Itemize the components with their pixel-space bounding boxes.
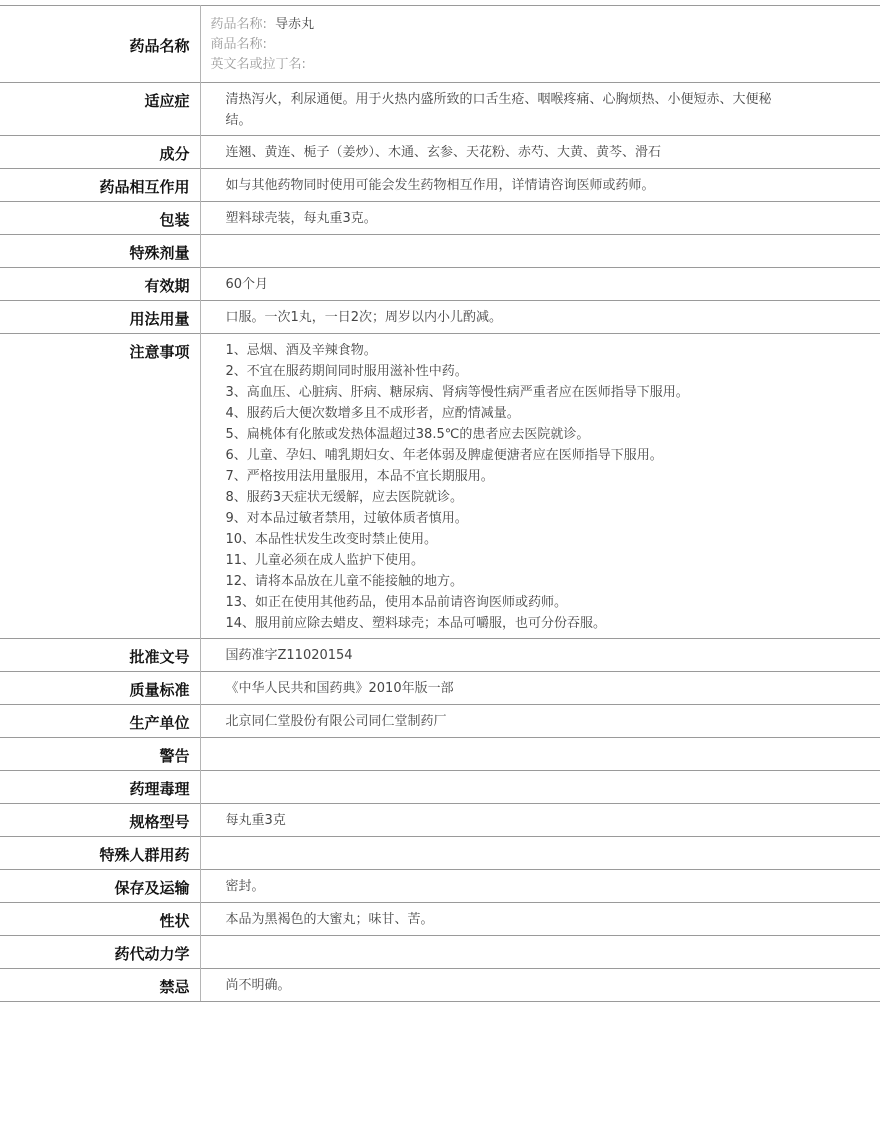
value-contraindications: 尚不明确。 bbox=[200, 969, 880, 1002]
row-usage bbox=[0, 301, 880, 334]
value-standard: 《中华人民共和国药典》2010年版一部 bbox=[200, 672, 880, 705]
label-pharmacology: 药理毒理 bbox=[0, 771, 200, 804]
row-package bbox=[0, 202, 880, 235]
label-precautions: 注意事项 bbox=[0, 334, 200, 639]
value-ingredients: 连翘、黄连、栀子（姜炒）、木通、玄参、天花粉、赤芍、大黄、黄芩、滑石 bbox=[200, 136, 880, 169]
value-spec: 每丸重3克 bbox=[200, 804, 880, 837]
drug-info-table bbox=[0, 5, 880, 1002]
value-warning bbox=[200, 738, 880, 771]
label-special-population: 特殊人群用药 bbox=[0, 837, 200, 870]
row-interactions bbox=[0, 169, 880, 202]
precaution-item: 3、高血压、心脏病、肝病、糖尿病、肾病等慢性病严重者应在医师指导下服用。 bbox=[225, 385, 689, 400]
row-warning bbox=[0, 738, 880, 771]
row-special-dose bbox=[0, 235, 880, 268]
label-usage: 用法用量 bbox=[0, 301, 200, 334]
row-validity bbox=[0, 268, 880, 301]
row-spec bbox=[0, 804, 880, 837]
row-special-population bbox=[0, 837, 880, 870]
row-storage bbox=[0, 870, 880, 903]
label-manufacturer: 生产单位 bbox=[0, 705, 200, 738]
label-indications: 适应症 bbox=[0, 83, 200, 136]
label-pharmacokinetics: 药代动力学 bbox=[0, 936, 200, 969]
precaution-item: 7、严格按用法用量服用，本品不宜长期服用。 bbox=[225, 469, 494, 484]
label-package: 包装 bbox=[0, 202, 200, 235]
value-package: 塑料球壳装，每丸重3克。 bbox=[200, 202, 880, 235]
row-drug-name bbox=[0, 6, 880, 83]
row-ingredients bbox=[0, 136, 880, 169]
trade-name-label: 商品名称: bbox=[210, 37, 267, 52]
label-ingredients: 成分 bbox=[0, 136, 200, 169]
precautions-list bbox=[226, 340, 791, 634]
precaution-item: 11、儿童必须在成人监护下使用。 bbox=[225, 553, 425, 568]
precaution-item: 4、服药后大便次数增多且不成形者，应酌情减量。 bbox=[225, 406, 520, 421]
row-pharmacology bbox=[0, 771, 880, 804]
value-approval: 国药准字Z11020154 bbox=[200, 639, 880, 672]
value-interactions: 如与其他药物同时使用可能会发生药物相互作用，详情请咨询医师或药师。 bbox=[200, 169, 880, 202]
label-interactions: 药品相互作用 bbox=[0, 169, 200, 202]
value-pharmacology bbox=[200, 771, 880, 804]
english-name-label: 英文名或拉丁名: bbox=[210, 57, 306, 72]
generic-name-value: 导赤丸 bbox=[275, 17, 315, 32]
label-contraindications: 禁忌 bbox=[0, 969, 200, 1002]
value-usage: 口服。一次1丸，一日2次；周岁以内小儿酌减。 bbox=[200, 301, 880, 334]
precaution-item: 9、对本品过敏者禁用，过敏体质者慎用。 bbox=[225, 511, 468, 526]
precaution-item: 6、儿童、孕妇、哺乳期妇女、年老体弱及脾虚便溏者应在医师指导下服用。 bbox=[225, 448, 663, 463]
value-indications: 清热泻火，利尿通便。用于火热内盛所致的口舌生疮、咽喉疼痛、心胸烦热、小便短赤、大便秘结。 bbox=[200, 83, 880, 136]
precaution-item: 5、扁桃体有化脓或发热体温超过38.5℃的患者应去医院就诊。 bbox=[225, 427, 590, 442]
value-manufacturer: 北京同仁堂股份有限公司同仁堂制药厂 bbox=[200, 705, 880, 738]
label-drug-name: 药品名称 bbox=[0, 6, 200, 83]
row-indications bbox=[0, 83, 880, 136]
label-warning: 警告 bbox=[0, 738, 200, 771]
precaution-item: 14、服用前应除去蜡皮、塑料球壳；本品可嚼服，也可分份吞服。 bbox=[225, 616, 607, 631]
label-spec: 规格型号 bbox=[0, 804, 200, 837]
label-standard: 质量标准 bbox=[0, 672, 200, 705]
label-storage: 保存及运输 bbox=[0, 870, 200, 903]
drug-name-block bbox=[200, 6, 880, 83]
value-appearance: 本品为黑褐色的大蜜丸；味甘、苦。 bbox=[200, 903, 880, 936]
row-contraindications bbox=[0, 969, 880, 1002]
label-approval: 批准文号 bbox=[0, 639, 200, 672]
value-storage: 密封。 bbox=[200, 870, 880, 903]
value-pharmacokinetics bbox=[200, 936, 880, 969]
row-pharmacokinetics bbox=[0, 936, 880, 969]
row-precautions bbox=[0, 334, 880, 639]
row-manufacturer bbox=[0, 705, 880, 738]
value-precautions bbox=[200, 334, 880, 639]
precaution-item: 2、不宜在服药期间同时服用滋补性中药。 bbox=[225, 364, 468, 379]
precaution-item: 8、服药3天症状无缓解，应去医院就诊。 bbox=[225, 490, 464, 505]
generic-name-label: 药品名称: bbox=[210, 17, 267, 32]
row-approval bbox=[0, 639, 880, 672]
value-special-population bbox=[200, 837, 880, 870]
precaution-item: 10、本品性状发生改变时禁止使用。 bbox=[225, 532, 438, 547]
row-standard bbox=[0, 672, 880, 705]
precaution-item: 1、忌烟、酒及辛辣食物。 bbox=[225, 343, 377, 358]
precaution-item: 12、请将本品放在儿童不能接触的地方。 bbox=[225, 574, 464, 589]
value-validity: 60个月 bbox=[200, 268, 880, 301]
row-appearance bbox=[0, 903, 880, 936]
label-appearance: 性状 bbox=[0, 903, 200, 936]
label-validity: 有效期 bbox=[0, 268, 200, 301]
value-special-dose bbox=[200, 235, 880, 268]
precaution-item: 13、如正在使用其他药品，使用本品前请咨询医师或药师。 bbox=[225, 595, 568, 610]
label-special-dose: 特殊剂量 bbox=[0, 235, 200, 268]
